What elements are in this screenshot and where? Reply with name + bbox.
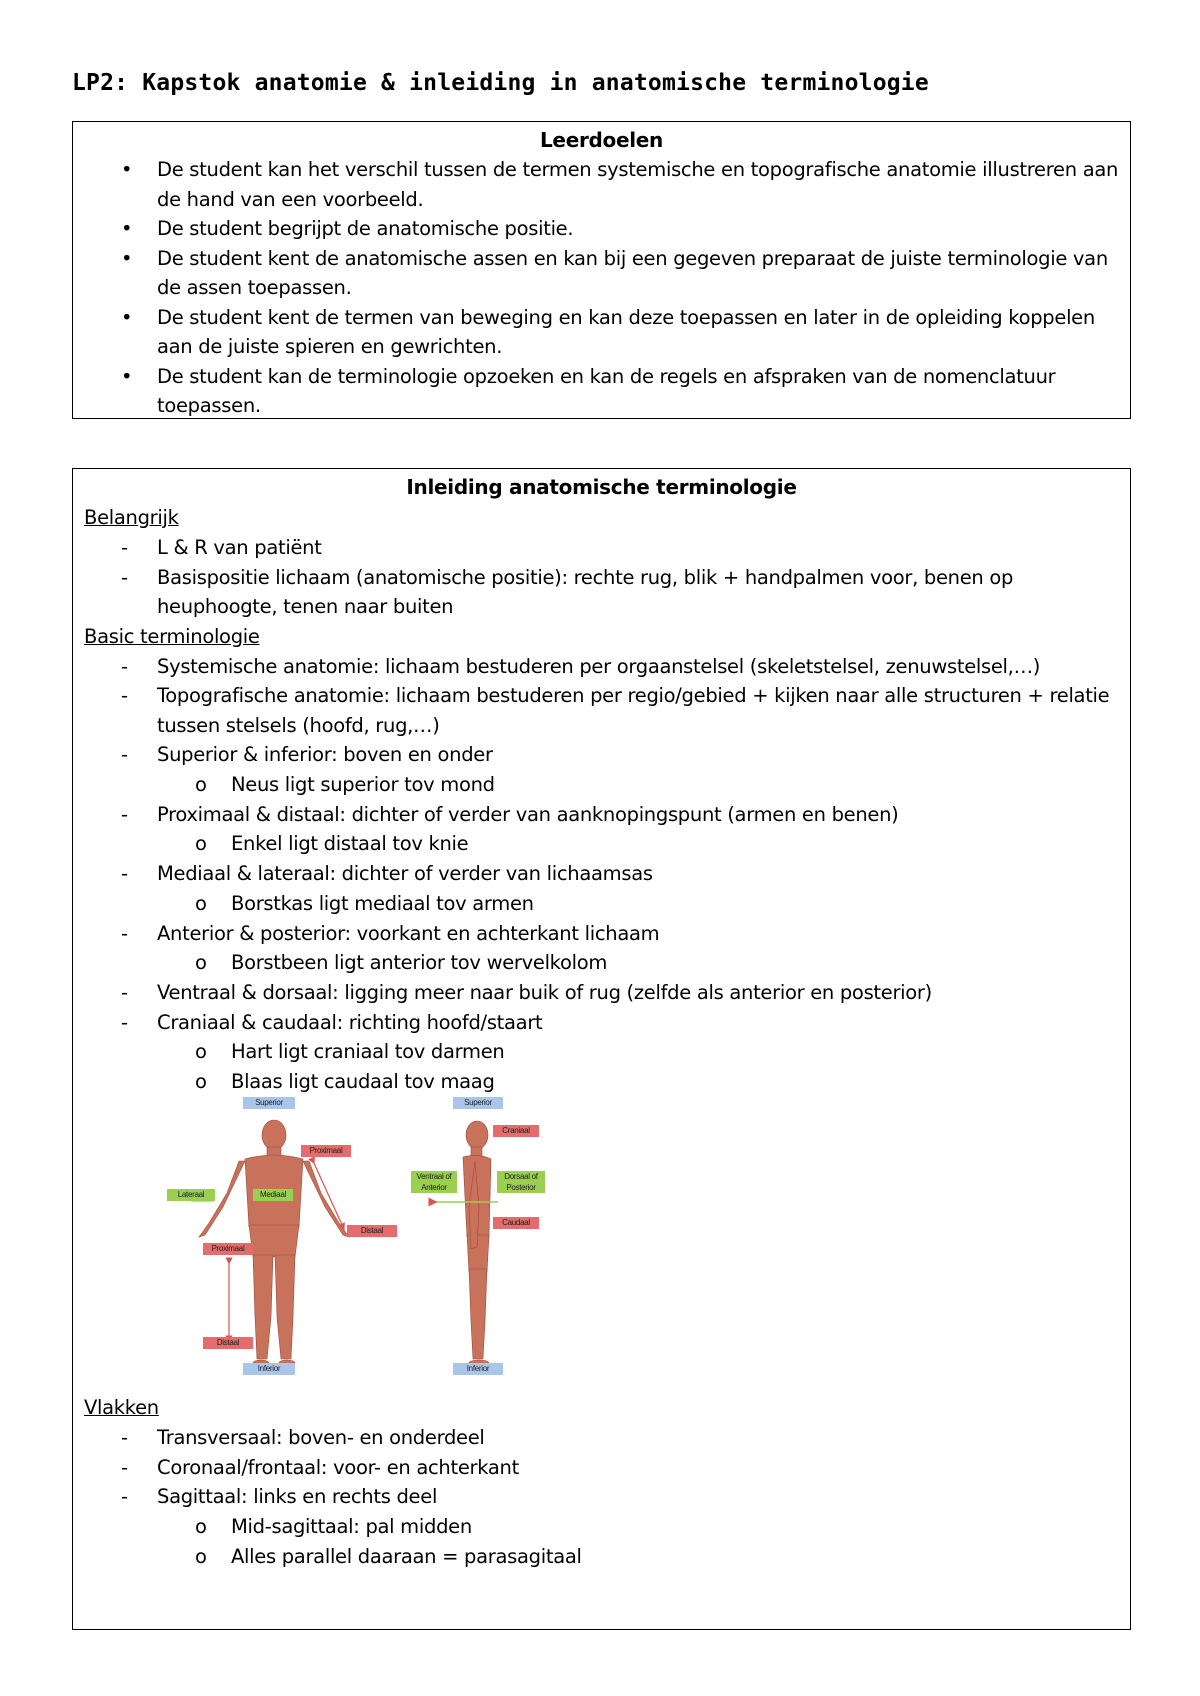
- dash-icon: -: [121, 743, 128, 766]
- side-body-figure: [463, 1121, 491, 1366]
- item-text: Basispositie lichaam (anatomische positie): rechte rug, blik + handpalmen voor, benen op heuphoogte, tenen naar buiten: [157, 565, 1014, 618]
- basic-terminology-heading: Basic terminologie: [84, 624, 260, 648]
- item-text: Craniaal & caudaal: richting hoofd/staart: [157, 1010, 543, 1034]
- bullet-icon: •: [121, 158, 133, 181]
- sub-item-text: Neus ligt superior tov mond: [231, 772, 495, 796]
- label-mediaal: Mediaal: [253, 1189, 293, 1201]
- circle-bullet-icon: o: [195, 1514, 207, 1538]
- list-item: [73, 800, 1130, 830]
- bullet-icon: •: [121, 246, 133, 270]
- circle-bullet-icon: o: [195, 772, 207, 796]
- list-item: [73, 652, 1130, 682]
- list-item: [73, 1423, 1130, 1453]
- label-superior: Superior: [243, 1097, 295, 1109]
- anatomy-figure: [153, 1097, 713, 1393]
- list-item: [73, 1453, 1130, 1483]
- dash-icon: -: [121, 921, 128, 945]
- item-text: Anterior & posterior: voorkant en achterkant lichaam: [157, 921, 660, 945]
- label-proximaal-arm: Proximaal: [301, 1145, 351, 1157]
- list-item: [73, 244, 1130, 303]
- sub-item-text: Borstbeen ligt anterior tov wervelkolom: [231, 951, 608, 974]
- bullet-icon: •: [121, 217, 133, 240]
- label-inferior: Inferior: [243, 1363, 295, 1375]
- dash-icon: -: [121, 536, 128, 559]
- sub-list-item: [73, 1512, 1130, 1542]
- list-item: [73, 859, 1130, 889]
- sub-item-text: Mid-sagittaal: pal midden: [231, 1514, 472, 1538]
- learning-goals-list: [73, 155, 1130, 421]
- learning-goals-heading: Leerdoelen: [539, 128, 664, 152]
- list-item: [73, 1008, 1130, 1038]
- dash-icon: -: [121, 981, 128, 1004]
- terminology-heading: Inleiding anatomische terminologie: [406, 475, 797, 499]
- label-inferior-side: Inferior: [453, 1363, 503, 1375]
- label-distaal-leg: Distaal: [203, 1337, 253, 1349]
- circle-bullet-icon: o: [195, 1544, 207, 1568]
- goal-text: De student begrijpt de anatomische positie.: [157, 217, 574, 240]
- list-item: [73, 214, 1130, 244]
- list-item: [73, 303, 1130, 362]
- bullet-icon: •: [121, 305, 133, 329]
- label-superior-side: Superior: [453, 1097, 503, 1109]
- dash-icon: -: [121, 1455, 128, 1479]
- learning-goals-box: [72, 121, 1131, 419]
- label-dorsaal: Dorsaal of Posterior: [497, 1171, 545, 1193]
- terminology-box: [72, 468, 1131, 1630]
- sub-item-text: Alles parallel daaraan = parasagitaal: [231, 1544, 582, 1568]
- sub-list-item: [73, 1037, 1130, 1067]
- circle-bullet-icon: o: [195, 951, 207, 974]
- circle-bullet-icon: o: [195, 832, 207, 855]
- dash-icon: -: [121, 1426, 128, 1449]
- bullet-icon: •: [121, 364, 133, 388]
- goal-text: De student kent de anatomische assen en kan bij een gegeven preparaat de juiste terminologie van de assen toepassen.: [157, 246, 1108, 299]
- label-caudaal: Caudaal: [493, 1217, 539, 1229]
- sub-list-item: [73, 1067, 1130, 1097]
- list-item: [73, 1482, 1130, 1512]
- item-text: Topografische anatomie: lichaam bestuderen per regio/gebied + kijken naar alle structuren + relatie tussen stelsels (hoofd, rug,…): [157, 684, 1110, 737]
- sub-item-text: Hart ligt craniaal tov darmen: [231, 1040, 505, 1063]
- sub-list-item: [73, 889, 1130, 919]
- label-proximaal-leg: Proximaal: [203, 1243, 253, 1255]
- circle-bullet-icon: o: [195, 891, 207, 915]
- circle-bullet-icon: o: [195, 1070, 207, 1093]
- label-craniaal: Craniaal: [493, 1125, 539, 1137]
- sub-list-item: [73, 829, 1130, 859]
- label-lateraal: Lateraal: [167, 1189, 215, 1201]
- list-item: [73, 362, 1130, 421]
- sub-item-text: Enkel ligt distaal tov knie: [231, 832, 469, 855]
- label-distaal-arm: Distaal: [347, 1225, 397, 1237]
- dash-icon: -: [121, 862, 128, 885]
- sub-list-item: [73, 1542, 1130, 1572]
- goal-text: De student kan de terminologie opzoeken en kan de regels en afspraken van de nomenclatuur toepassen.: [157, 364, 1056, 417]
- document-title: LP2: Kapstok anatomie & inleiding in anatomische terminologie: [72, 70, 929, 96]
- item-text: Superior & inferior: boven en onder: [157, 743, 493, 766]
- dash-icon: -: [121, 565, 128, 589]
- label-ventraal: Ventraal of Anterior: [411, 1171, 457, 1193]
- belangrijk-heading: Belangrijk: [84, 506, 179, 529]
- list-item: [73, 533, 1130, 563]
- list-item: [73, 919, 1130, 949]
- dash-icon: -: [121, 654, 128, 678]
- vlakken-heading: Vlakken: [84, 1396, 159, 1419]
- goal-text: De student kent de termen van beweging en kan deze toepassen en later in de opleiding koppelen aan de juiste spieren en gewrichten.: [157, 305, 1095, 358]
- list-item: [73, 740, 1130, 770]
- item-text: Systemische anatomie: lichaam bestuderen per orgaanstelsel (skeletstelsel, zenuwstelsel,…): [157, 654, 1041, 678]
- circle-bullet-icon: o: [195, 1040, 207, 1063]
- dash-icon: -: [121, 1010, 128, 1034]
- goal-text: De student kan het verschil tussen de termen systemische en topografische anatomie illustreren aan de hand van een voorbeeld.: [157, 158, 1119, 211]
- dash-icon: -: [121, 802, 128, 826]
- item-text: Mediaal & lateraal: dichter of verder van lichaamsas: [157, 862, 653, 885]
- item-text: Ventraal & dorsaal: ligging meer naar buik of rug (zelfde als anterior en posterior): [157, 981, 932, 1004]
- item-text: Proximaal & distaal: dichter of verder van aanknopingspunt (armen en benen): [157, 802, 899, 826]
- sub-list-item: [73, 948, 1130, 978]
- item-text: L & R van patiënt: [157, 536, 322, 559]
- list-item: [73, 978, 1130, 1008]
- dash-icon: -: [121, 1485, 128, 1508]
- list-item: [73, 155, 1130, 214]
- sub-list-item: [73, 770, 1130, 800]
- sub-item-text: Borstkas ligt mediaal tov armen: [231, 891, 534, 915]
- dash-icon: -: [121, 684, 128, 707]
- item-text: Transversaal: boven- en onderdeel: [157, 1426, 485, 1449]
- list-item: [73, 563, 1130, 622]
- sub-item-text: Blaas ligt caudaal tov maag: [231, 1070, 495, 1093]
- arm-arrow: [313, 1161, 343, 1227]
- item-text: Coronaal/frontaal: voor- en achterkant: [157, 1455, 519, 1479]
- item-text: Sagittaal: links en rechts deel: [157, 1485, 438, 1508]
- list-item: [73, 681, 1130, 740]
